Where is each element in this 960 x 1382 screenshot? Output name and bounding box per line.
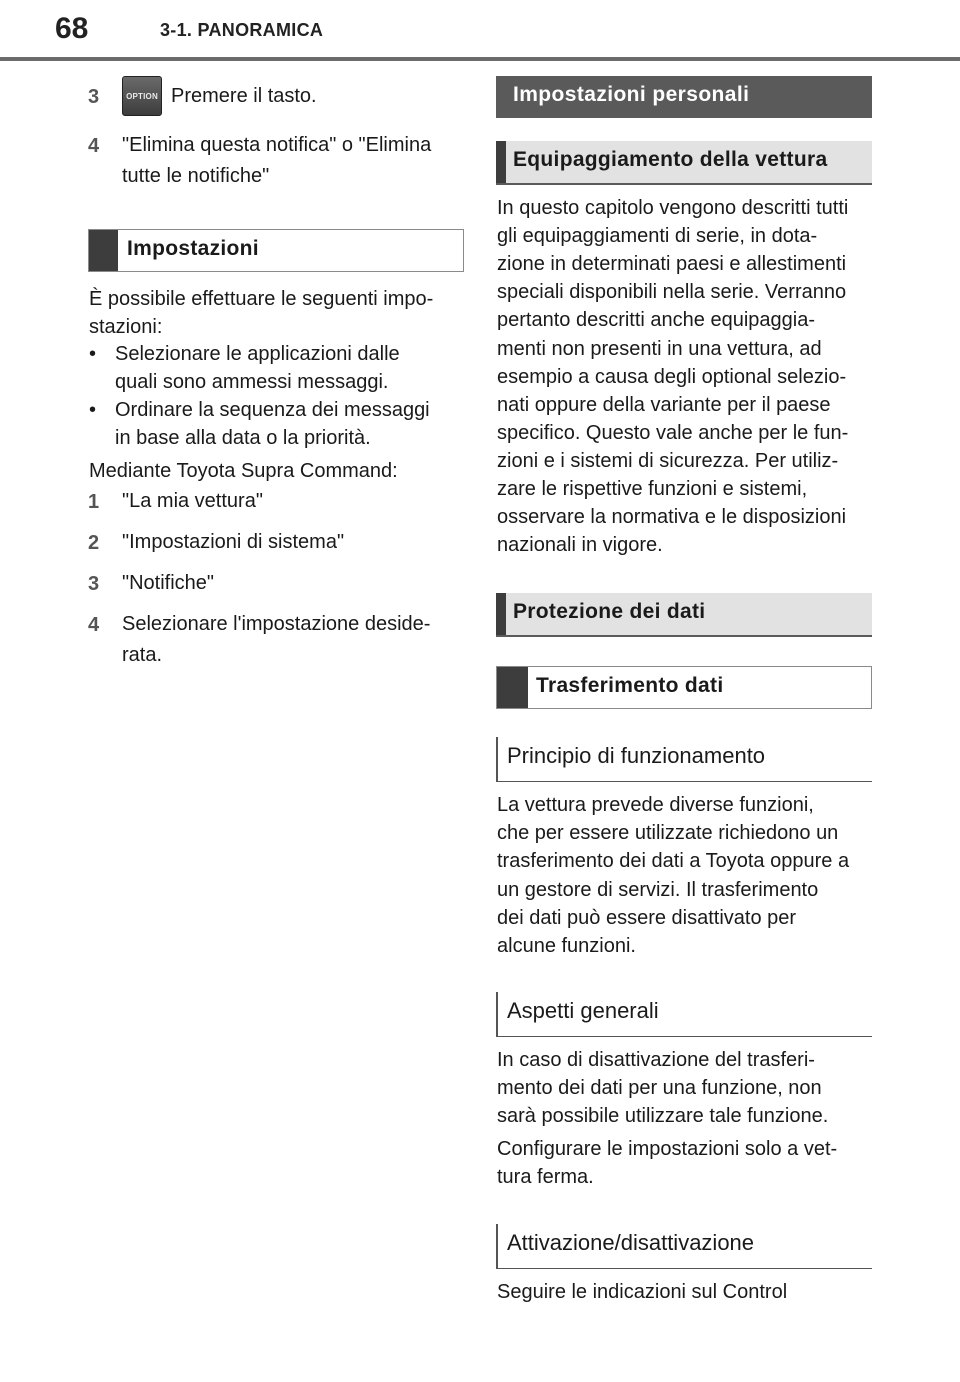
heading-label: Protezione dei dati	[513, 600, 706, 623]
list-item	[89, 396, 459, 452]
paragraph-line: alcune funzioni.	[497, 935, 636, 957]
paragraph-line: gli equipaggiamenti di serie, in dota-	[497, 225, 818, 248]
subheading-aspetti-generali	[496, 992, 872, 1037]
paragraph-line: Configurare le impostazioni solo a vet-	[497, 1138, 838, 1160]
bullet: •	[89, 343, 97, 365]
paragraph-line: nati oppure della variante per il paese	[497, 393, 831, 416]
paragraph-line: che per essere utilizzate richiedono un	[497, 822, 839, 845]
section-heading-equipaggiamento	[496, 141, 872, 185]
paragraph-line: zione in determinati paesi e allestimenti	[497, 253, 847, 276]
chapter-title: 3-1. PANORAMICA	[160, 20, 324, 40]
step-text: "La mia vettura"	[122, 490, 263, 512]
heading-label: Impostazioni personali	[513, 83, 750, 106]
step-number: 2	[88, 532, 100, 554]
heading-bar	[497, 667, 528, 708]
paragraph-line: In questo capitolo vengono descritti tutti	[497, 197, 849, 219]
header-divider	[0, 57, 960, 61]
paragraph: Mediante Toyota Supra Command:	[89, 460, 398, 482]
section-heading-trasferimento-dati	[496, 666, 872, 709]
section-heading-protezione-dati	[496, 593, 872, 637]
step-number: 3	[88, 573, 100, 595]
step-text: rata.	[122, 644, 163, 666]
step-text: tutte le notifiche"	[122, 165, 270, 187]
paragraph: Seguire le indicazioni sul Control	[497, 1281, 788, 1303]
step-number: 4	[88, 135, 100, 157]
paragraph-line: menti non presenti in una vettura, ad	[497, 337, 822, 360]
heading-bar	[496, 141, 506, 183]
paragraph-line: speciali disponibili nella serie. Verranno	[497, 281, 847, 304]
step-text: Premere il tasto.	[171, 85, 317, 107]
step-number: 3	[88, 86, 100, 108]
bullet: •	[89, 399, 97, 421]
paragraph-line: specifico. Questo vale anche per le fun-	[497, 421, 849, 444]
heading-label: Principio di funzionamento	[507, 743, 766, 768]
subheading-attivazione	[496, 1224, 872, 1269]
list-item-line: in base alla data o la priorità.	[115, 427, 371, 449]
paragraph-line: zare le rispettive funzioni e sistemi,	[497, 478, 808, 500]
step-text: Selezionare l'impostazione deside-	[122, 613, 431, 635]
list-item-line: Selezionare le applicazioni dalle	[115, 343, 400, 365]
paragraph-line: tura ferma.	[497, 1166, 594, 1189]
paragraph-line: La vettura prevede diverse funzioni,	[497, 794, 814, 816]
option-button-icon: OPTION	[122, 76, 162, 116]
step-number: 4	[88, 614, 100, 636]
step-text: "Impostazioni di sistema"	[122, 531, 345, 553]
step-text: "Notifiche"	[122, 572, 215, 594]
paragraph-line: sarà possibile utilizzare tale funzione.	[497, 1105, 829, 1128]
paragraph-line: zioni e i sistemi di sicurezza. Per utiliz-	[497, 449, 839, 472]
section-heading-impostazioni-personali	[496, 76, 872, 118]
paragraph: È possibile effettuare le seguenti impo-	[89, 288, 434, 310]
heading-label: Impostazioni	[127, 237, 259, 260]
step-text: "Elimina questa notifica" o "Elimina	[122, 134, 432, 156]
paragraph-line: pertanto descritti anche equipaggia-	[497, 309, 815, 332]
paragraph-line: dei dati può essere disattivato per	[497, 906, 797, 929]
page-number: 68	[55, 12, 89, 45]
heading-bar	[89, 230, 118, 271]
paragraph-line: esempio a causa degli optional selezio-	[497, 365, 847, 388]
heading-label: Attivazione/disattivazione	[507, 1230, 755, 1255]
paragraph-line: un gestore di servizi. Il trasferimento	[497, 878, 819, 901]
paragraph: stazioni:	[89, 316, 163, 338]
heading-bar	[496, 593, 506, 635]
heading-label: Equipaggiamento della vettura	[513, 148, 828, 171]
heading-label: Trasferimento dati	[536, 674, 724, 697]
section-heading-impostazioni	[88, 229, 464, 272]
list-item-line: quali sono ammessi messaggi.	[115, 371, 389, 393]
paragraph-line: osservare la normativa e le disposizioni	[497, 506, 847, 529]
heading-label: Aspetti generali	[507, 998, 659, 1023]
list-item	[89, 340, 459, 396]
step-number: 1	[88, 491, 100, 513]
paragraph-line: In caso di disattivazione del trasferi-	[497, 1049, 815, 1071]
list-item-line: Ordinare la sequenza dei messaggi	[115, 399, 430, 421]
paragraph-line: mento dei dati per una funzione, non	[497, 1077, 822, 1100]
subheading-principio	[496, 737, 872, 782]
paragraph-line: trasferimento dei dati a Toyota oppure a	[497, 850, 850, 873]
paragraph-line: nazionali in vigore.	[497, 534, 663, 557]
